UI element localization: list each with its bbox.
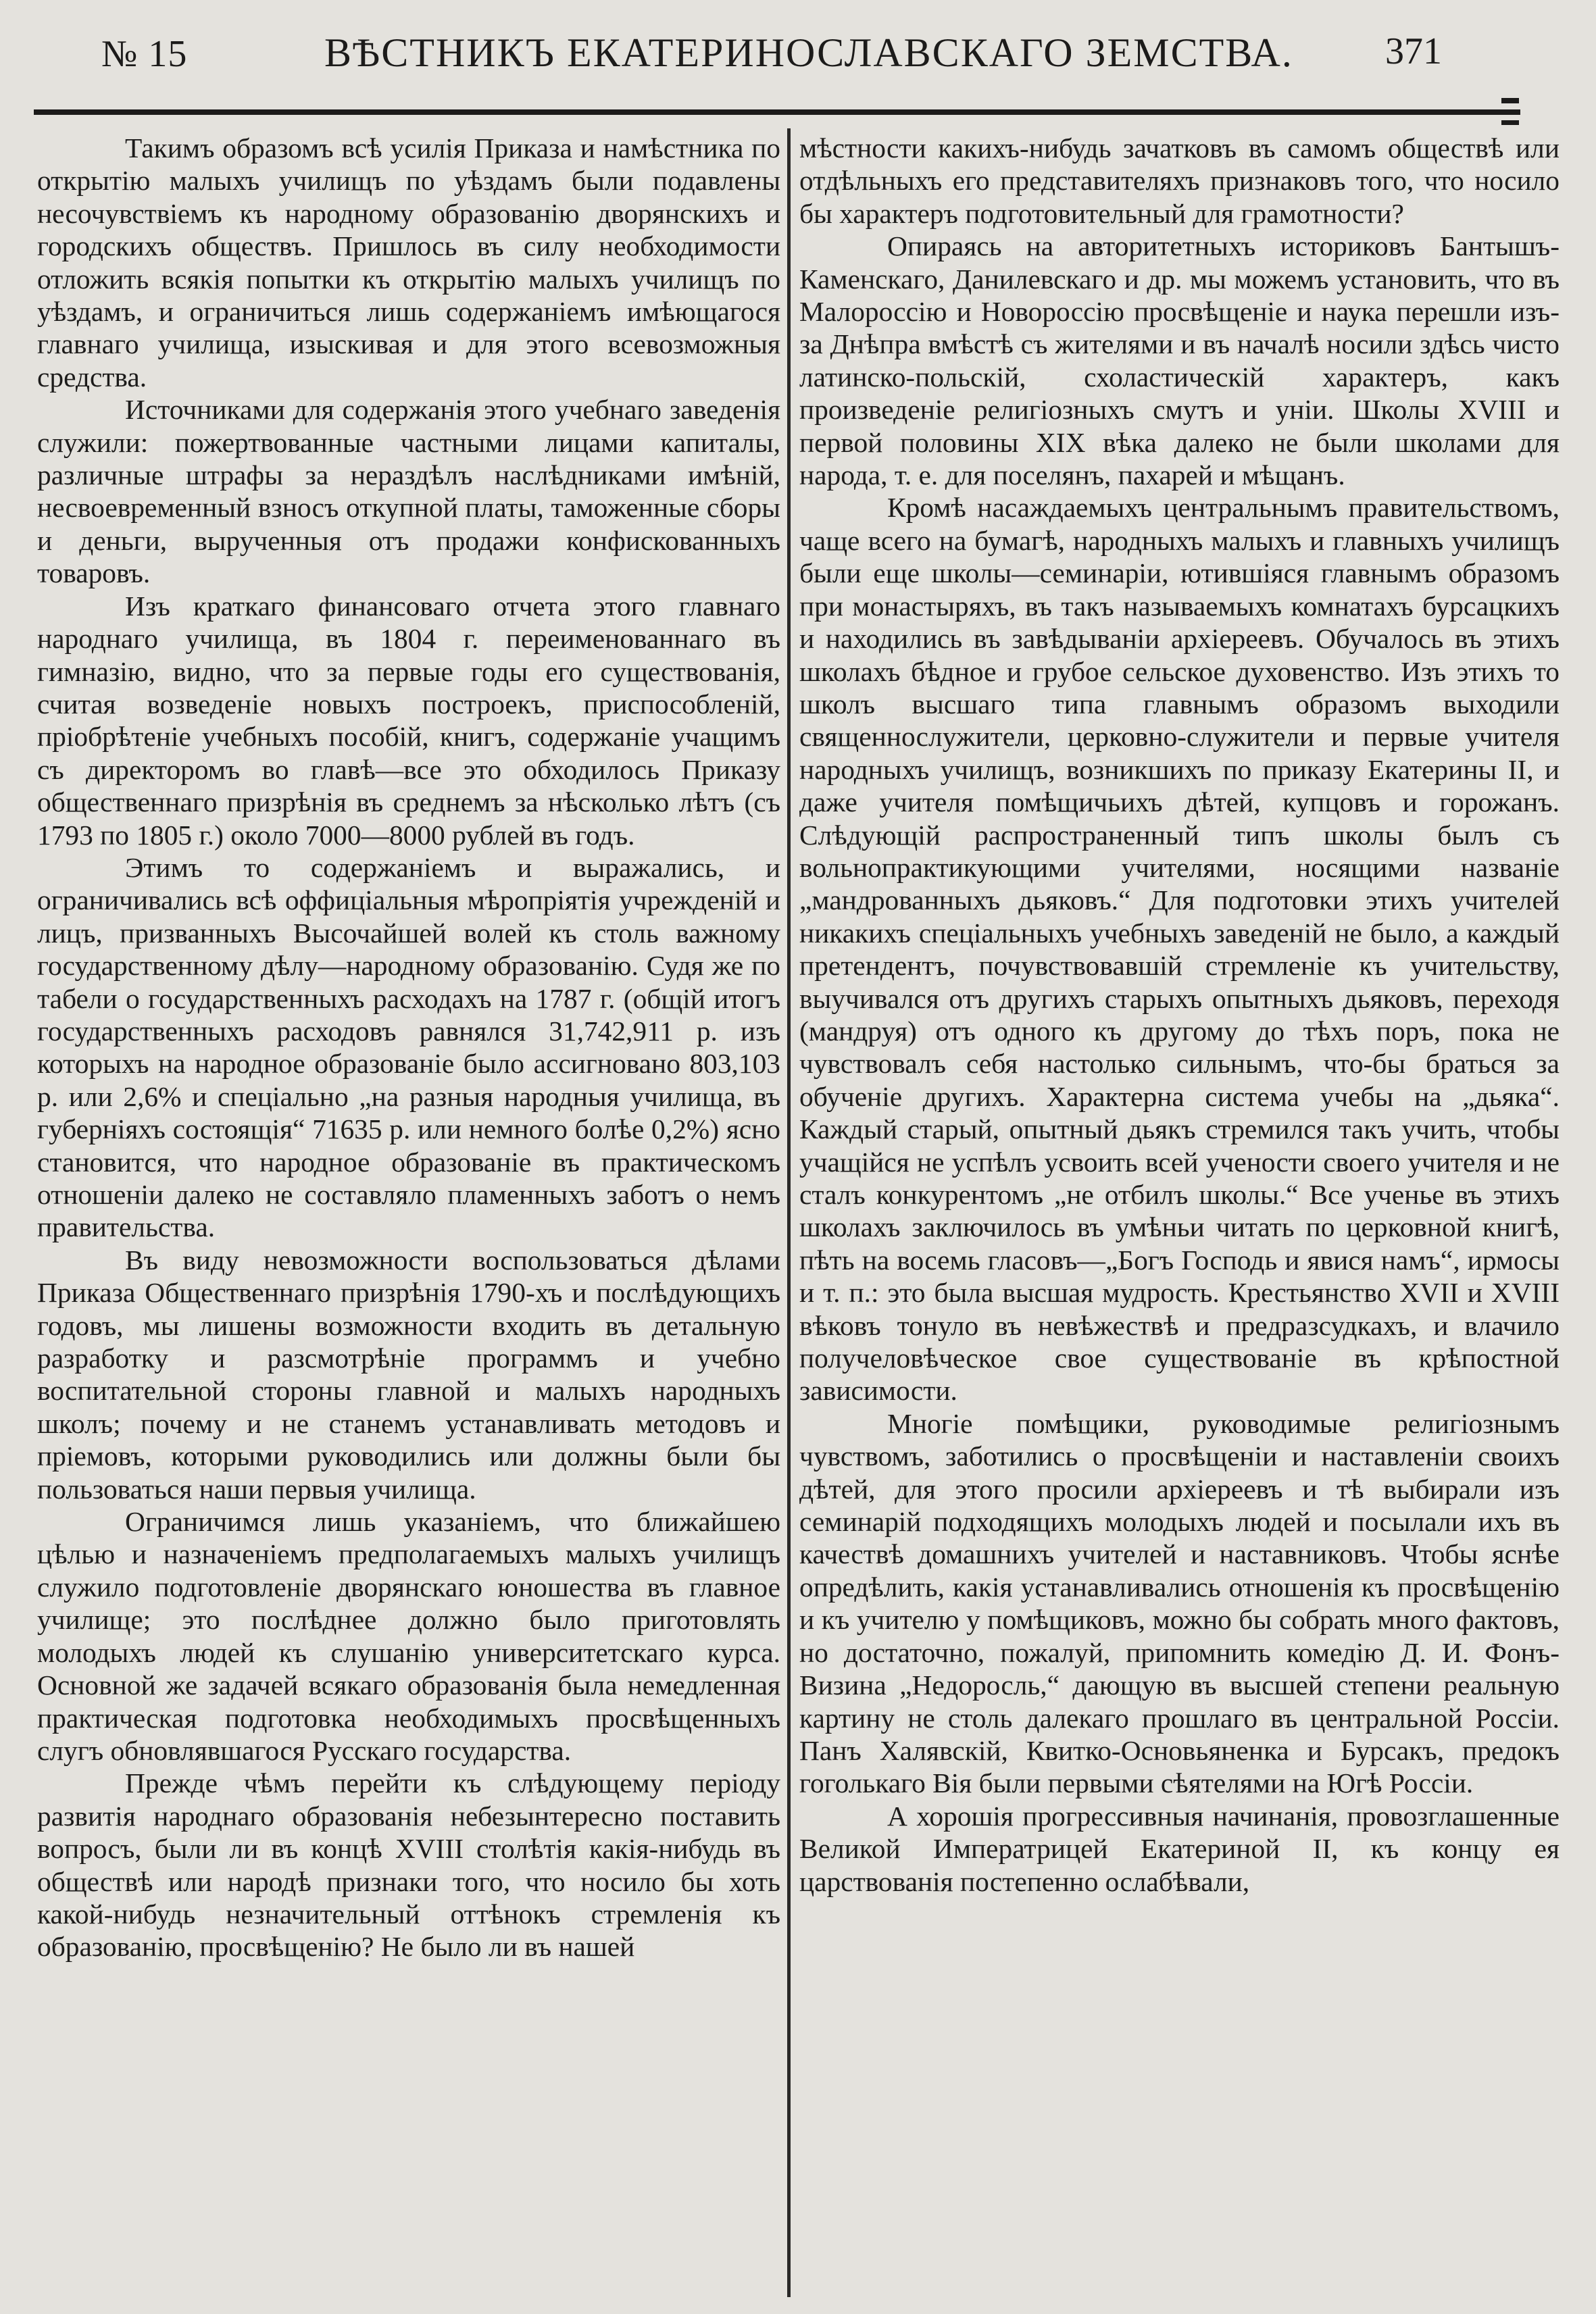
- paragraph: Ограничимся лишь указаніемъ, что ближайшею цѣлью и назначеніемъ предполагаемыхъ малыхъ училищъ служило подготовленіе дворянскаго юношества въ главное училище; это послѣднее должно было приготовлять молодыхъ людей къ слушанію университетскаго курса. Основной же задачей всякаго образованія была немедленная практическая подготовка необходимыхъ просвѣщенныхъ слугъ обновлявшагося Русскаго государства.: [37, 1506, 780, 1766]
- column-divider: [787, 128, 791, 2297]
- paragraph: Въ виду невозможности воспользоваться дѣлами Приказа Общественнаго призрѣнія 1790-хъ и послѣдующихъ годовъ, мы лишены возможности входить въ детальную разработку и разсмотрѣніе программъ и учебно воспитательной стороны главной и малыхъ народныхъ школъ; почему и не станемъ устанавливать методовъ и пріемовъ, которыми руководились или должны были бы пользоваться наши первыя училища.: [37, 1244, 780, 1505]
- page-header: [0, 0, 1596, 95]
- left-column: [37, 132, 780, 2294]
- paragraph: Такимъ образомъ всѣ усилія Приказа и намѣстника по открытію малыхъ училищъ по уѣздамъ были подавлены несочувствіемъ къ народному образованію дворянскихъ и городскихъ обществъ. Пришлось въ силу необходимости отложить всякія попытки къ открытію малыхъ училищъ по уѣздамъ, и ограничиться лишь содержаніемъ имѣющагося главнаго училища, изыскивая и для этого всевозможныя средства.: [37, 132, 780, 393]
- paragraph: А хорошія прогрессивныя начинанія, провозглашенные Великой Императрицей Екатериной II, къ концу ея царствованія постепенно ослабѣвали,: [799, 1800, 1560, 1897]
- header-rule-ornament-bottom: [1501, 120, 1519, 125]
- paragraph: Прежде чѣмъ перейти къ слѣдующему періоду развитія народнаго образованія небезынтересно поставить вопросъ, были ли въ концѣ XVIII столѣтія какія-нибудь въ обществѣ или народѣ признаки того, что носило бы хоть какой-нибудь незначительный оттѣнокъ стремленія къ образованію, просвѣщенію? Не было ли въ нашей: [37, 1767, 780, 1963]
- paragraph: Изъ краткаго финансоваго отчета этого главнаго народнаго училища, въ 1804 г. переименованнаго въ гимназію, видно, что за первые годы его существованія, считая возведеніе новыхъ построекъ, приспособленій, пріобрѣтеніе учебныхъ пособій, книгъ, содержаніе учащимъ съ директоромъ во главѣ—все это обходилось Приказу общественнаго призрѣнія въ среднемъ за нѣсколько лѣтъ (съ 1793 по 1805 г.) около 7000—8000 рублей въ годъ.: [37, 590, 780, 851]
- issue-number: № 15: [101, 33, 188, 75]
- header-rule-ornament-top: [1501, 98, 1519, 103]
- paragraph: Кромѣ насаждаемыхъ центральнымъ правительствомъ, чаще всего на бумагѣ, народныхъ малыхъ и главныхъ училищъ были еще школы—семинаріи, ютившіяся главнымъ образомъ при монастыряхъ, въ такъ называемыхъ комнатахъ бурсацкихъ и находились въ завѣдываніи архіереевъ. Обучалось въ этихъ школахъ бѣдное и грубое сельское духовенство. Изъ этихъ то школъ высшаго типа главнымъ образомъ выходили священнослужители, церковно-служители и первые учителя народныхъ училищъ, возникшихъ по приказу Екатерины II, и даже учителя помѣщичьихъ дѣтей, купцовъ и горожанъ. Слѣдующій распространенный типъ школы былъ съ вольнопрактикующими учителями, носящими названіе „мандрованныхъ дьяковъ.“ Для подготовки этихъ учителей никакихъ спеціальныхъ учебныхъ заведеній не было, а каждый претендентъ, почувствовавшій стремленіе къ учительству, выучивался отъ другихъ старыхъ опытныхъ дьяковъ, переходя (мандруя) отъ одного къ другому до тѣхъ поръ, пока не чувствовалъ себя настолько сильнымъ, что-бы браться за обученіе другихъ. Характерна система учебы на „дьяка“. Каждый старый, опытный дьякъ стремился такъ учить, чтобы учащійся не успѣлъ усвоить всей учености своего учителя и не сталъ конкурентомъ „не отбилъ школы.“ Все ученье въ этихъ школахъ заключилось въ умѣньи читать по церковной книгѣ, пѣть на восемь гласовъ—„Богъ Господь и явися намъ“, ирмосы и т. п.: это была высшая мудрость. Крестьянство XVII и XVIII вѣковъ тонуло въ невѣжествѣ и предразсудкахъ, и влачило получеловѣческое свое существованіе въ крѣпостной зависимости.: [799, 492, 1560, 1407]
- right-column: [799, 132, 1560, 2294]
- page-number: 371: [1385, 30, 1442, 72]
- paragraph: Этимъ то содержаніемъ и выражались, и ограничивались всѣ оффиціальныя мѣропріятія учрежденій и лицъ, призванныхъ Высочайшей волей къ столь важному государственному дѣлу—народному образованію. Судя же по табели о государственныхъ расходахъ на 1787 г. (общій итогъ государственныхъ расходовъ равнялся 31,742,911 р. изъ которыхъ на народное образованіе было ассигновано 803,103 р. или 2,6% и спеціально „на разныя народныя училища, въ губерніяхъ состоящія“ 71635 р. или немного болѣе 0,2%) ясно становится, что народное образованіе въ практическомъ отношеніи далеко не составляло пламенныхъ заботъ о немъ правительства.: [37, 851, 780, 1243]
- paragraph: Источниками для содержанія этого учебнаго заведенія служили: пожертвованные частными лицами капиталы, различные штрафы за нераздѣлъ наслѣдниками имѣній, несвоевременный взносъ откупной платы, таможенные сборы и деньги, вырученныя отъ продажи конфискованныхъ товаровъ.: [37, 394, 780, 589]
- paragraph-continuation: мѣстности какихъ-нибудь зачатковъ въ самомъ обществѣ или отдѣльныхъ его представителяхъ признаковъ того, что носило бы характеръ подготовительный для грамотности?: [799, 132, 1560, 229]
- header-rule: [34, 109, 1520, 115]
- paragraph: Опираясь на авторитетныхъ историковъ Бантышъ-Каменскаго, Данилевскаго и др. мы можемъ установить, что въ Малороссію и Новороссію просвѣщеніе и наука перешли изъ-за Днѣпра вмѣстѣ съ жителями и въ началѣ носили здѣсь чисто латинско-польскій, схоластическій характеръ, какъ произведеніе религіозныхъ смутъ и уніи. Школы XVIII и первой половины XIX вѣка далеко не были школами для народа, т. е. для поселянъ, пахарей и мѣщанъ.: [799, 230, 1560, 491]
- paragraph: Многіе помѣщики, руководимые религіознымъ чувствомъ, заботились о просвѣщеніи и наставленіи своихъ дѣтей, для этого просили архіереевъ и тѣ выбирали изъ семинарій подходящихъ молодыхъ людей и посылали ихъ въ качествѣ домашнихъ учителей и наставниковъ. Чтобы яснѣе опредѣлить, какія устанавливались отношенія къ просвѣщенію и къ учителю у помѣщиковъ, можно бы собрать много фактовъ, но достаточно, пожалуй, припомнить комедію Д. И. Фонъ-Визина „Недоросль,“ дающую въ высшей степени реальную картину не столь далекаго прошлаго въ центральной Россіи. Панъ Халявскій, Квитко-Основьяненка и Бурсакъ, предокъ гоголькаго Вія были первыми сѣятелями на Югѣ Россіи.: [799, 1407, 1560, 1799]
- journal-title: ВѢСТНИКЪ ЕКАТЕРИНОСЛАВСКАГО ЗЕМСТВА.: [324, 30, 1293, 75]
